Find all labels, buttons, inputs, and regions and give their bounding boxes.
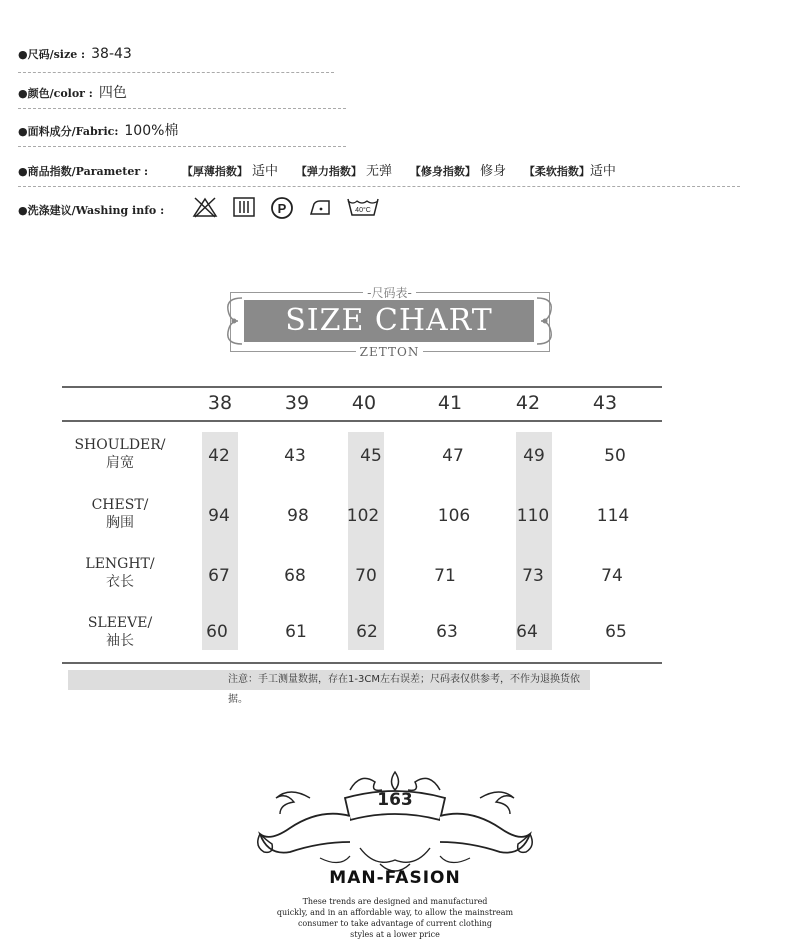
table-cell: 98 xyxy=(287,506,309,526)
table-cell: 64 xyxy=(516,622,538,642)
fabric-row xyxy=(18,120,178,140)
banner-brand: ZETTON xyxy=(222,345,557,359)
table-cell: 50 xyxy=(604,446,626,466)
fabric-label: ●面料成分/Fabric: xyxy=(18,125,119,138)
table-cell: 114 xyxy=(596,506,630,526)
param-fit: 【修身指数】 修身 xyxy=(409,164,506,179)
table-cell: 68 xyxy=(284,566,306,586)
table-cell: 42 xyxy=(208,446,230,466)
washing-icons xyxy=(192,196,380,220)
table-cell: 60 xyxy=(206,622,228,642)
dry-clean-p-icon xyxy=(270,196,294,220)
measurement-note: 注意：手工测量数据，存在1-3CM左右误差；尺码表仅供参考，不作为退换货依据。 xyxy=(68,670,590,690)
banner-title: SIZE CHART xyxy=(244,300,534,342)
table-cell: 110 xyxy=(516,506,550,526)
row-label-chest: CHEST/ 胸围 xyxy=(91,497,149,531)
table-cell: 45 xyxy=(360,446,382,466)
table-cell: 74 xyxy=(601,566,623,586)
table-cell: 67 xyxy=(208,566,230,586)
brand-tagline: These trends are designed and manufactured quickly, and in an affordable way, to allow the mainstream consumer to take advantage of current clothing styles at a lower price xyxy=(276,897,514,939)
size-row xyxy=(18,46,132,62)
table-cell: 106 xyxy=(437,506,471,526)
no-bleach-icon xyxy=(192,196,218,218)
table-cell: 65 xyxy=(605,622,627,642)
table-header-rule xyxy=(62,420,662,422)
size-header: 40 xyxy=(351,392,377,414)
washing-label: ●洗涤建议/Washing info : xyxy=(18,204,165,217)
divider xyxy=(18,72,334,73)
fabric-value: 100%棉 xyxy=(124,123,179,139)
table-cell: 70 xyxy=(355,566,377,586)
row-label-length: LENGHT/ 衣长 xyxy=(85,556,155,590)
table-cell: 102 xyxy=(346,506,380,526)
parameter-label: ●商品指数/Parameter : xyxy=(18,165,149,178)
iron-icon xyxy=(308,196,332,218)
banner-subtitle: -尺码表- xyxy=(222,284,557,301)
param-thickness: 【厚薄指数】 适中 xyxy=(181,164,279,179)
table-cell: 63 xyxy=(436,622,458,642)
size-header: 41 xyxy=(437,392,463,414)
table-cell: 71 xyxy=(434,566,456,586)
parameter-row xyxy=(18,160,616,179)
param-softness: 【柔软指数】适中 xyxy=(523,164,616,179)
left-ornament-icon xyxy=(222,294,246,348)
size-label: ●尺码/size : xyxy=(18,48,86,61)
table-cell: 43 xyxy=(284,446,306,466)
color-value: 四色 xyxy=(98,85,127,101)
logo-number: 163 xyxy=(377,790,413,810)
divider xyxy=(18,186,740,187)
size-header: 42 xyxy=(515,392,541,414)
divider xyxy=(18,146,346,147)
right-ornament-icon xyxy=(533,294,557,348)
table-cell: 62 xyxy=(356,622,378,642)
tumble-dry-icon xyxy=(232,196,256,218)
divider xyxy=(18,108,346,109)
row-label-shoulder: SHOULDER/ 肩宽 xyxy=(74,437,166,471)
wash-40c-icon xyxy=(346,196,380,218)
table-bottom-rule xyxy=(62,662,662,664)
size-chart-banner xyxy=(222,284,557,359)
size-value: 38-43 xyxy=(91,46,132,62)
row-label-sleeve: SLEEVE/ 袖长 xyxy=(87,615,153,649)
washing-row xyxy=(18,202,164,218)
color-row xyxy=(18,82,127,102)
table-cell: 49 xyxy=(523,446,545,466)
brand-name: MAN-FASION xyxy=(329,868,461,888)
color-label: ●颜色/color : xyxy=(18,87,93,100)
table-cell: 73 xyxy=(522,566,544,586)
table-top-rule xyxy=(62,386,662,388)
size-header: 39 xyxy=(284,392,310,414)
svg-text:P: P xyxy=(277,201,287,216)
table-cell: 61 xyxy=(285,622,307,642)
size-header: 43 xyxy=(592,392,618,414)
param-elasticity: 【弹力指数】 无弹 xyxy=(295,164,393,179)
table-cell: 94 xyxy=(208,506,230,526)
size-header: 38 xyxy=(207,392,233,414)
table-cell: 47 xyxy=(442,446,464,466)
wash-temp: 40°C xyxy=(355,207,371,214)
